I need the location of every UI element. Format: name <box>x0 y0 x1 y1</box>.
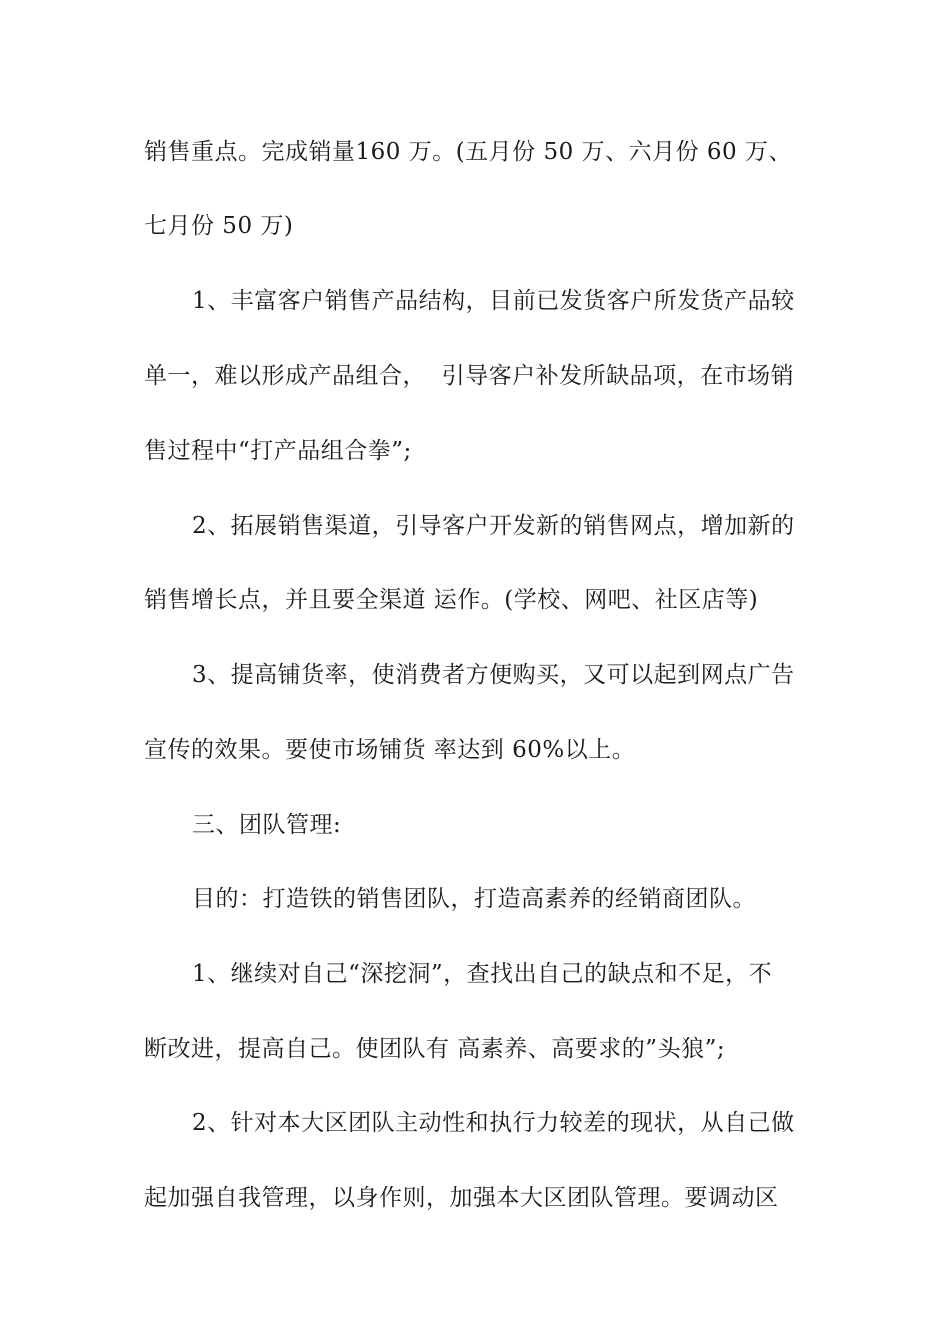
text-line: 1、丰富客户销售产品结构，目前已发货客户所发货产品较 <box>192 288 795 314</box>
text-line: 目的：打造铁的销售团队，打造高素养的经销商团队。 <box>192 886 756 912</box>
text-line: 售过程中“打产品组合拳”; <box>144 438 412 464</box>
text-line: 2、拓展销售渠道，引导客户开发新的销售网点，增加新的 <box>192 513 795 539</box>
text-line: 1、继续对自己“深挖洞”，查找出自己的缺点和不足，不 <box>192 961 773 987</box>
text-line: 销售增长点，并且要全渠道 运作。(学校、网吧、社区店等) <box>144 587 759 613</box>
text-line: 销售重点。完成销量160 万。(五月份 50 万、六月份 60 万、 <box>144 139 792 165</box>
text-line: 2、针对本大区团队主动性和执行力较差的现状，从自己做 <box>192 1110 795 1136</box>
text-line: 宣传的效果。要使市场铺货 率达到 60%以上。 <box>144 737 636 763</box>
section-heading: 三、团队管理: <box>192 812 342 838</box>
text-line: 单一，难以形成产品组合， 引导客户补发所缺品项，在市场销 <box>144 363 795 389</box>
text-line: 断改进，提高自己。使团队有 高素养、高要求的”头狼”; <box>144 1036 726 1062</box>
text-line: 起加强自我管理，以身作则，加强本大区团队管理。要调动区 <box>144 1185 779 1211</box>
text-line: 3、提高铺货率，使消费者方便购买，又可以起到网点广告 <box>192 662 795 688</box>
text-line: 七月份 50 万) <box>144 213 294 239</box>
